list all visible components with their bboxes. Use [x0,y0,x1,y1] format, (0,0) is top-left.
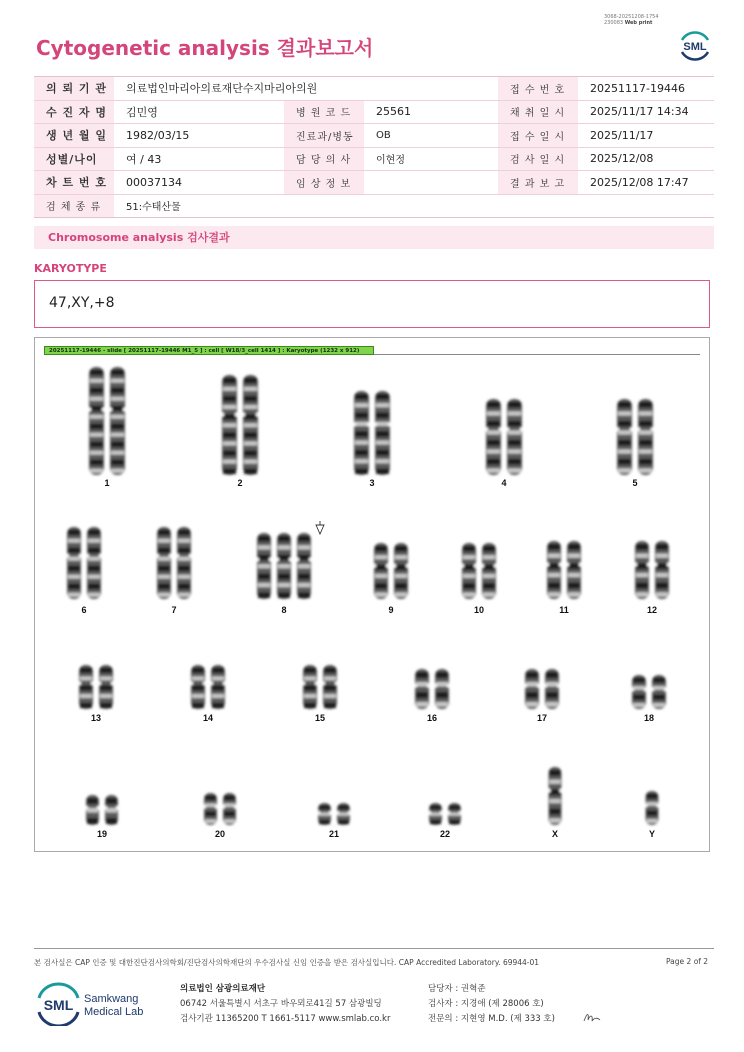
logo-line1: Samkwang [84,993,139,1005]
chromosome-label: 16 [426,713,438,723]
info-row [34,194,714,218]
chromosome [317,803,332,825]
chromosome-label: 13 [90,713,102,723]
chromosome [85,795,100,825]
chromosome [548,767,563,825]
report-title: Cytogenetic analysis 결과보고서 [36,36,374,60]
chromosome-label: 15 [314,713,326,723]
org-address: 06742 서울특별시 서초구 바우뫼로41길 57 삼광빌딩 [180,999,382,1009]
chromosome [616,399,633,475]
chromosome-label: 10 [473,605,485,615]
org-name: 의료법인 삼광의료재단 [180,984,266,994]
chromosome [373,543,389,599]
extra-chromosome-arrow-icon [316,521,324,534]
patient-info-table [34,76,714,218]
client-label: 의 뢰 기 관 [34,77,114,101]
staff-in-charge: 담당자 : 권혁준 [428,984,486,994]
chromosome [546,541,562,599]
info-row [34,147,714,171]
info-row [34,100,714,124]
chromosome-label: 2 [237,478,243,488]
chromosome [461,543,477,599]
chromosome-label: Y [648,829,656,839]
karyotype-label: KARYOTYPE [34,262,107,275]
client-value: 의료법인마리아의료재단수지마리아의원 [114,77,498,101]
receipt-no-value: 20251117-19446 [578,77,714,101]
chromosome [88,367,105,475]
chromosome [222,793,237,825]
chromosome [481,543,497,599]
chromosome [322,665,338,709]
dob-value: 1982/03/15 [114,124,284,148]
chromosome-label: 19 [96,829,108,839]
chromosome [242,375,259,475]
staff-specialist: 전문의 : 지현영 M.D. (제 333 호) [428,1014,555,1024]
chromosome [634,541,650,599]
test-date-label: 검 사 일 시 [498,147,578,171]
test-date-value: 2025/12/08 [578,147,714,171]
chromosome [276,533,292,599]
hospital-code-label: 병 원 코 드 [284,100,364,124]
chromosome [256,533,272,599]
chromosome [336,803,351,825]
receipt-no-label: 접 수 번 호 [498,77,578,101]
chromosome [302,665,318,709]
chromosome-label: 3 [369,478,375,488]
chromosome-label: 12 [646,605,658,615]
staff-tester: 검사자 : 지경애 (제 28006 호) [428,999,544,1009]
clinical-value [364,171,498,195]
logo-line2: Medical Lab [84,1006,144,1018]
chromosome [210,665,226,709]
dept-value: OB [364,124,498,148]
chromosome [86,527,102,599]
logo-bottom-text: SML [43,997,74,1013]
chromosome [66,527,82,599]
received-label: 접 수 일 시 [498,124,578,148]
web-print-label: Web print [624,20,653,26]
chromosome [221,375,238,475]
print-code [604,14,659,26]
chromosome [566,541,582,599]
report-value: 2025/12/08 17:47 [578,171,714,195]
chromosome [353,391,370,475]
chromosome-label: 5 [632,478,638,488]
chromosome [631,675,647,709]
chromosome [434,669,450,709]
chromosome-label: 8 [281,605,287,615]
chromosome [78,665,94,709]
report-label: 결 과 보 고 [498,171,578,195]
chromosome [447,803,462,825]
sex-age-value: 여 / 43 [114,147,284,171]
chromosome-label: 21 [328,829,340,839]
specimen-value: 51:수태산물 [114,194,714,218]
hospital-code-value: 25561 [364,100,498,124]
chromosome-label: 22 [439,829,451,839]
specimen-label: 검 체 종 류 [34,194,114,218]
dob-label: 생 년 월 일 [34,124,114,148]
chromosome [393,543,409,599]
chromosome [374,391,391,475]
chromosome-pairs [66,367,670,825]
chromosome-label: 7 [171,605,177,615]
page-number: Page 2 of 2 [666,957,709,966]
chromosome [544,669,560,709]
chromosome-label: 14 [202,713,214,723]
chromosome-label: 4 [501,478,507,488]
patient-value: 김민영 [114,100,284,124]
sex-age-label: 성별/나이 [34,147,114,171]
info-row [34,124,714,148]
chromosome [428,803,443,825]
chromosome-label: X [551,829,559,839]
chromosome [104,795,119,825]
chromosome [524,669,540,709]
chromosome [654,541,670,599]
chromosome [203,793,218,825]
collect-value: 2025/11/17 14:34 [578,100,714,124]
chromosome [506,399,523,475]
chromosome-label: 11 [559,605,569,615]
print-code-line1: 3068-20251208-1754 [604,14,659,20]
collect-label: 채 취 일 시 [498,100,578,124]
chart-value: 00037134 [114,171,284,195]
chromosome [98,665,114,709]
chart-label: 차 트 번 호 [34,171,114,195]
chromosome [637,399,654,475]
info-row [34,77,714,101]
received-value: 2025/11/17 [578,124,714,148]
chromosome [176,527,192,599]
doctor-label: 담 당 의 사 [284,147,364,171]
chromosome [109,367,126,475]
chromosome [190,665,206,709]
chromosome [651,675,667,709]
chromosome-label: 9 [388,605,394,615]
chromosome-label: 1 [104,478,110,488]
chromosome [485,399,502,475]
chromosome-label: 18 [643,713,655,723]
chromosome-label: 6 [81,605,87,615]
info-row [34,171,714,195]
chromosome [156,527,172,599]
chromosome [645,791,660,825]
chromosome-label: 17 [536,713,548,723]
image-caption-bar: 20251117-19446 - slide [ 20251117-19446 M1_5 ] : cell [ W18/3_cell 1414 ] : Karyotype (1232 x 912) [44,346,374,355]
chromosome [414,669,430,709]
dept-label: 진료과/병동 [284,124,364,148]
signature-icon [582,1010,602,1024]
section-title: Chromosome analysis 검사결과 [34,226,714,249]
sml-logo-top [676,26,714,64]
karyogram-image [34,337,710,852]
sml-logo-bottom [36,982,156,1026]
org-contact: 검사기관 11365200 T 1661-5117 www.smlab.co.kr [180,1014,391,1024]
print-code-line2: 230083 Web print [604,20,653,26]
karyotype-result: 47,XY,+8 [34,280,710,328]
accreditation-note: 본 검사실은 CAP 인증 및 대한진단검사의학회/진단검사의학재단의 우수검사실 신임 인증을 받은 검사실입니다. CAP Accredited Laboratory. 69944-01 [34,958,540,967]
chromosome [296,533,312,599]
chromosome-label: 20 [214,829,226,839]
doctor-value: 이현정 [364,147,498,171]
logo-text: SML [683,41,707,53]
clinical-label: 임 상 정 보 [284,171,364,195]
patient-label: 수 진 자 명 [34,100,114,124]
footer-divider [34,948,714,949]
